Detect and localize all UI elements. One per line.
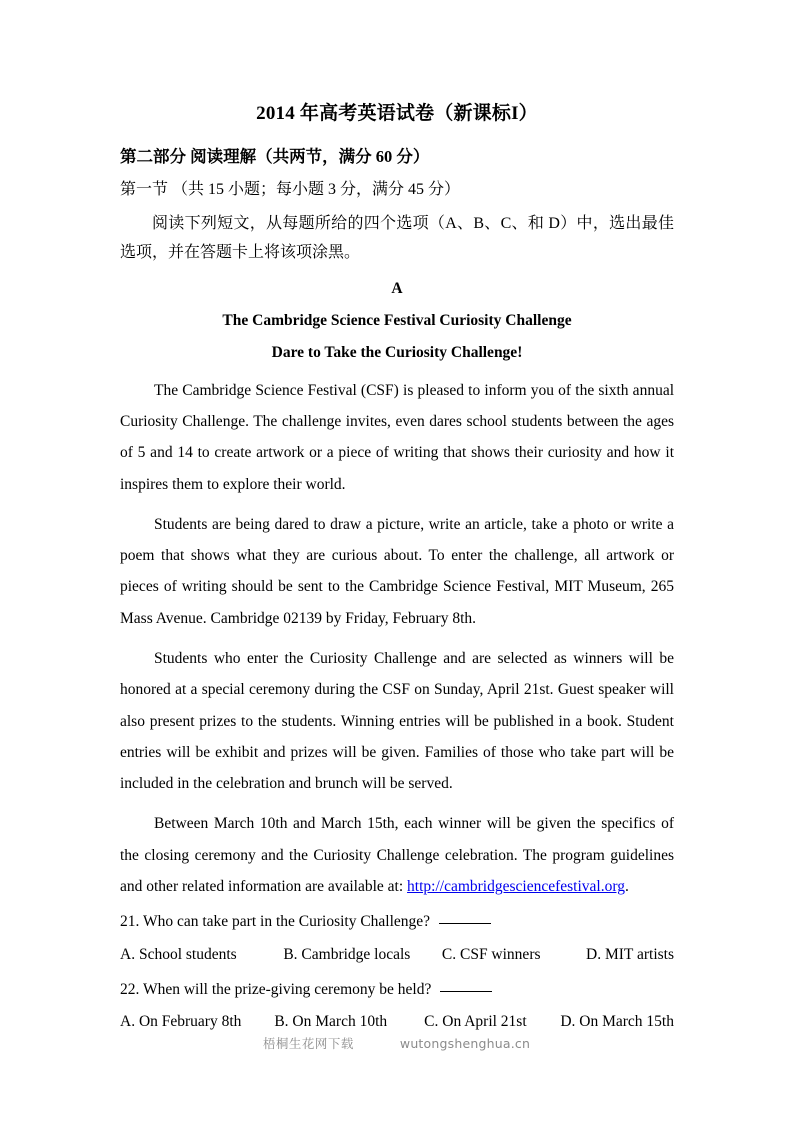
question-21-option-a[interactable]: A. School students — [120, 945, 237, 963]
paragraph-lead-text: Between March 10th and March 15th, each winner will be given the specifics of the closing ceremony and the Curiosity Challenge celebration. The program guidelines and other related information are available at: — [120, 815, 674, 896]
section-heading: 第二部分 阅读理解（共两节，满分 60 分） — [120, 146, 430, 166]
question-21-label: 21. Who can take part in the Curiosity Challenge? — [120, 913, 431, 931]
watermark-chinese-text: 梧桐生花网下载 — [262, 1036, 354, 1051]
footer-watermark — [0, 1034, 793, 1052]
question-22-options — [120, 1005, 674, 1037]
question-21-option-c[interactable]: C. CSF winners — [441, 945, 541, 963]
passage-title: The Cambridge Science Festival Curiosity Challenge — [222, 312, 572, 330]
subsection-heading: 第一节 （共 15 小题；每小题 3 分，满分 45 分） — [120, 181, 461, 199]
question-21-options — [120, 938, 674, 970]
question-22-option-c[interactable]: C. On April 21st — [424, 1013, 527, 1031]
question-22-option-d[interactable]: D. On March 15th — [560, 1013, 674, 1031]
question-22-answer-blank[interactable] — [440, 991, 492, 992]
watermark-site-url: wutongshenghua.cn — [399, 1036, 531, 1051]
page-title: 2014 年高考英语试卷（新课标I） — [256, 103, 538, 124]
question-22-option-b[interactable]: B. On March 10th — [274, 1013, 388, 1031]
document-content — [120, 0, 674, 1037]
passage-paragraph-1: The Cambridge Science Festival (CSF) is pleased to inform you of the sixth annual Curiosity Challenge. The challenge invites, even dares school students between the ages of 5 and 14 to create artwork or a piece of writing that shows their curiosity and how it inspires them to explore their world. — [120, 381, 674, 493]
passage-paragraph-4 — [120, 799, 674, 902]
passage-letter-heading: A — [391, 280, 403, 298]
festival-website-link[interactable]: http://cambridgesciencefestival.org — [407, 878, 625, 896]
passage-paragraph-2: Students are being dared to draw a picture, write an article, take a photo or write a poem that shows what they are curious about. To enter the challenge, all artwork or pieces of writing should be sent to the Cambridge Science Festival, MIT Museum, 265 Mass Avenue. Cambridge 02139 by Friday, February 8th. — [120, 515, 674, 627]
directions-paragraph: 阅读下列短文，从每题所给的四个选项（A、B、C、和 D）中，选出最佳选项，并在答题卡上将该项涂黑。 — [120, 215, 674, 261]
question-22-option-a[interactable]: A. On February 8th — [120, 1013, 242, 1031]
question-22-text — [120, 970, 674, 1005]
question-21-text — [120, 902, 674, 937]
passage-paragraph-3: Students who enter the Curiosity Challenge and are selected as winners will be honored at a special ceremony during the CSF on Sunday, April 21st. Guest speaker will also present prizes to the students. Winning entries will be published in a book. Student entries will be exhibit and prizes will be given. Families of those who take part will be included in the celebration and brunch will be served. — [120, 650, 674, 793]
passage-subtitle: Dare to Take the Curiosity Challenge! — [271, 343, 523, 361]
paragraph-trailing-period: . — [624, 878, 629, 896]
question-21-option-d[interactable]: D. MIT artists — [586, 945, 674, 963]
question-21-option-b[interactable]: B. Cambridge locals — [283, 945, 411, 963]
question-22-label: 22. When will the prize-giving ceremony be held? — [120, 980, 432, 998]
question-21-answer-blank[interactable] — [439, 923, 491, 924]
